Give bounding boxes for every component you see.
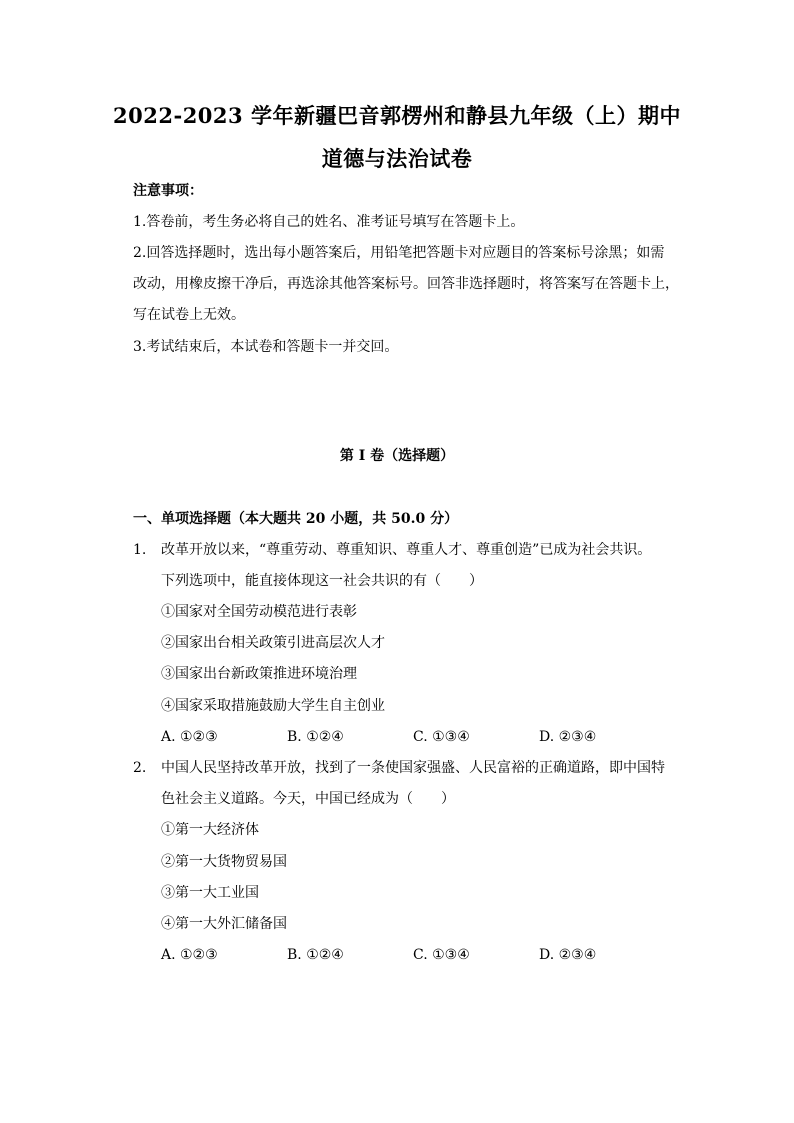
question-item: ④国家采取措施鼓励大学生自主创业 [161,698,385,714]
answer-option-d: D. ②③④ [539,947,597,963]
notice-line: 3.考试结束后，本试卷和答题卡一并交回。 [133,339,399,355]
answer-option-c: C. ①③④ [413,947,470,963]
question-stem-line: 下列选项中，能直接体现这一社会共识的有（ ） [161,573,483,589]
part-heading: 一、单项选择题（本大题共 20 小题，共 50.0 分） [133,511,459,527]
question-stem-line: 改革开放以来，“尊重劳动、尊重知识、尊重人才、尊重创造”已成为社会共识。 [161,542,652,558]
question-number: 1. [133,542,147,558]
notice-line: 2.回答选择题时，选出每小题答案后，用铅笔把答题卡对应题目的答案标号涂黑；如需 [133,245,665,261]
notice-line: 1.答卷前，考生务必将自己的姓名、准考证号填写在答题卡上。 [133,214,525,230]
question-item: ②国家出台相关政策引进高层次人才 [161,635,385,651]
answer-option-d: D. ②③④ [539,729,597,745]
answer-option-b: B. ①②④ [287,729,344,745]
question-item: ②第一大货物贸易国 [161,854,287,870]
exam-title-line1: 2022-2023 学年新疆巴音郭楞州和静县九年级（上）期中 [113,103,681,128]
question-item: ④第一大外汇储备国 [161,916,287,932]
section-title: 第 I 卷（选择题） [339,448,455,464]
notice-line: 写在试卷上无效。 [133,307,245,323]
question-item: ③第一大工业国 [161,885,259,901]
question-item: ①第一大经济体 [161,822,259,838]
notice-line: 改动，用橡皮擦干净后，再选涂其他答案标号。回答非选择题时，将答案写在答题卡上， [133,276,679,292]
answer-option-b: B. ①②④ [287,947,344,963]
question-stem-line: 色社会主义道路。今天，中国已经成为（ ） [161,791,455,807]
answer-option-a: A. ①②③ [161,729,218,745]
answer-option-c: C. ①③④ [413,729,470,745]
question-stem-line: 中国人民坚持改革开放，找到了一条使国家强盛、人民富裕的正确道路，即中国特 [161,760,665,776]
question-item: ③国家出台新政策推进环境治理 [161,666,357,682]
answer-option-a: A. ①②③ [161,947,218,963]
exam-title-line2: 道德与法治试卷 [321,146,473,171]
question-number: 2. [133,760,147,776]
notice-heading: 注意事项： [133,183,203,199]
question-item: ①国家对全国劳动模范进行表彰 [161,604,357,620]
